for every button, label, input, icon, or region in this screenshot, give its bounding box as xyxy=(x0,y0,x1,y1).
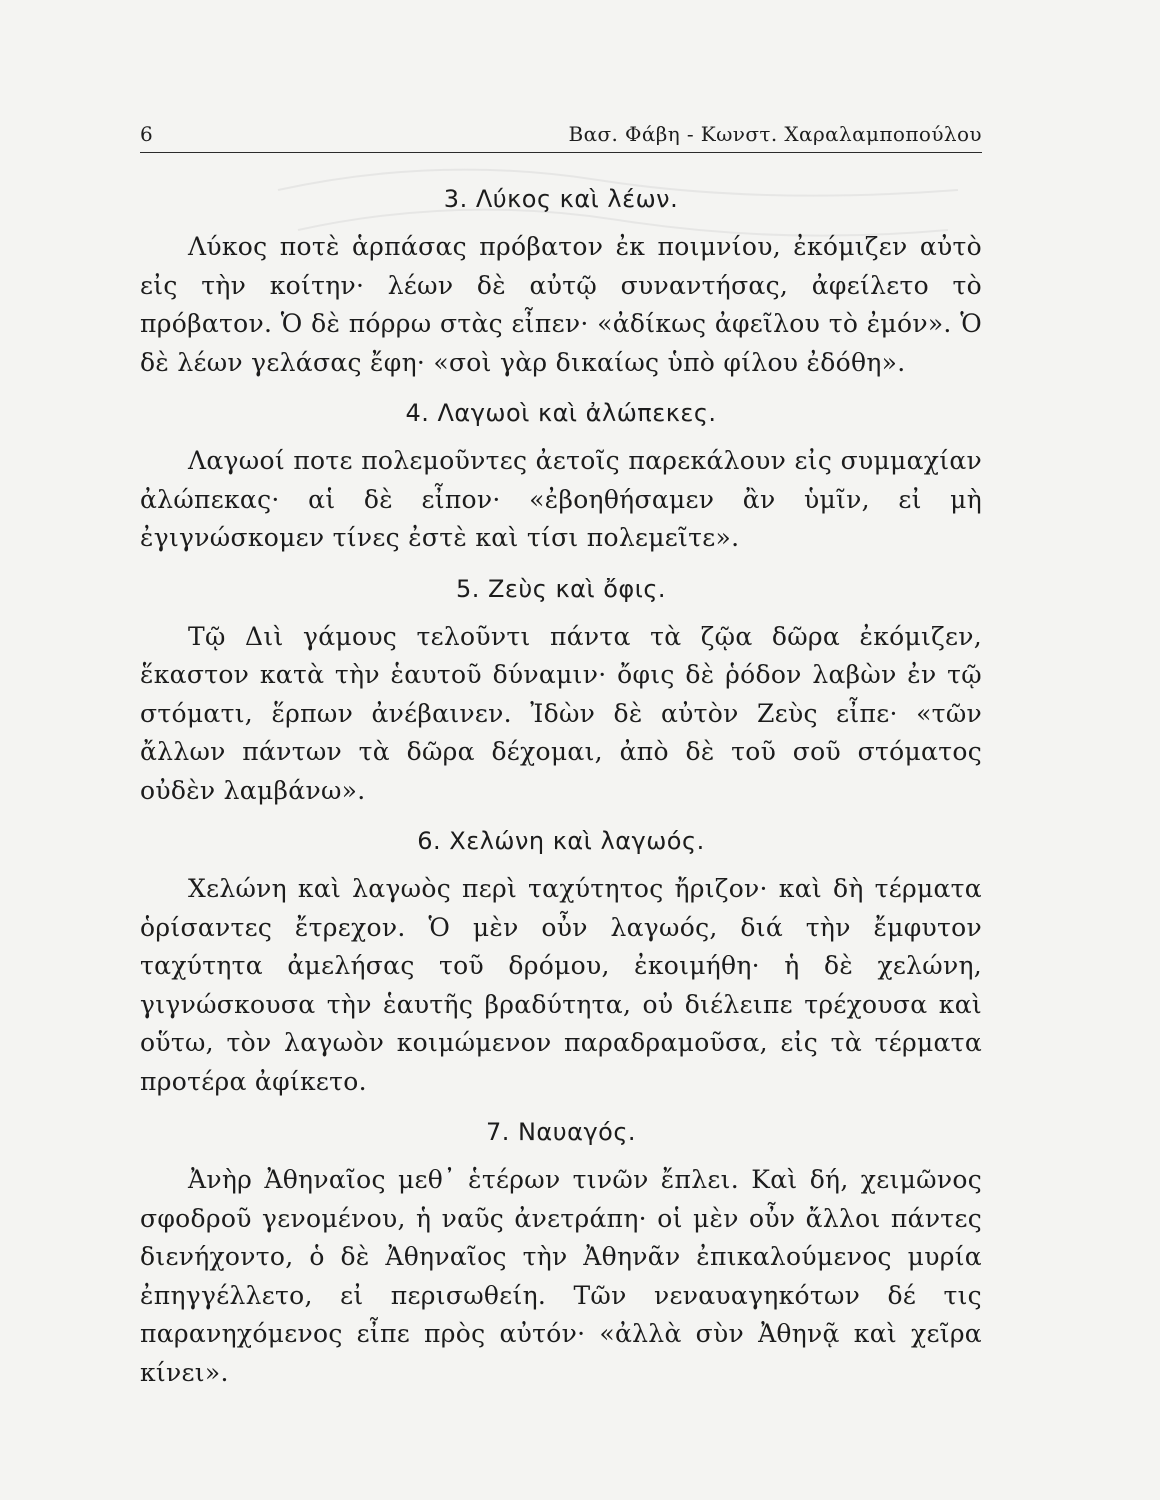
fable-section-4 xyxy=(140,396,982,558)
section-paragraph: Λαγωοί ποτε πολεμοῦντες ἀετοῖς παρεκάλουν εἰς συμμαχίαν ἀλώπεκας· αἱ δὲ εἶπον· «ἐβοηθήσαμεν ἂν ὑμῖν, εἰ μὴ ἐγιγνώσκομεν τίνες ἐστὲ καὶ τίσι πολεμεῖτε». xyxy=(140,446,982,552)
running-head: Βασ. Φάβη - Κωνστ. Χαραλαμποπούλου xyxy=(568,122,982,146)
page-content xyxy=(140,182,982,1406)
section-title: 6. Χελώνη καὶ λαγωός. xyxy=(417,827,705,855)
page-number: 6 xyxy=(140,122,153,146)
section-paragraph: Τῷ Διὶ γάμους τελοῦντι πάντα τὰ ζῷα δῶρα ἐκόμιζεν, ἕκαστον κατὰ τὴν ἑαυτοῦ δύναμιν· ὄφις δὲ ῥόδον λαβὼν ἐν τῷ στόματι, ἕρπων ἀνέβαινεν. Ἰδὼν δὲ αὐτὸν Ζεὺς εἶπε· «τῶν ἄλλων πάντων τὰ δῶρα δέχομαι, ἀπὸ δὲ τοῦ σοῦ στόματος οὐδὲν λαμβάνω». xyxy=(140,621,982,805)
section-title: 5. Ζεὺς καὶ ὄφις. xyxy=(455,574,667,603)
fable-section-5 xyxy=(140,572,982,811)
section-title: 7. Ναυαγός. xyxy=(485,1118,637,1146)
section-paragraph: Λύκος ποτὲ ἁρπάσας πρόβατον ἐκ ποιμνίου, ἐκόμιζεν αὐτὸ εἰς τὴν κοίτην· λέων δὲ αὐτῷ συναντήσας, ἀφείλετο τὸ πρόβατον. Ὁ δὲ πόρρω στὰς εἶπεν· «ἀδίκως ἀφεῖλου τὸ ἐμόν». Ὁ δὲ λέων γελάσας ἔφη· «σοὶ γὰρ δικαίως ὑπὸ φίλου ἐδόθη». xyxy=(140,232,982,377)
page-header xyxy=(140,118,982,153)
section-paragraph: Ἀνὴρ Ἀθηναῖος μεθ᾽ ἑτέρων τινῶν ἔπλει. Καὶ δή, χειμῶνος σφοδροῦ γενομένου, ἡ ναῦς ἀνετράπη· οἱ μὲν οὖν ἄλλοι πάντες διενήχοντο, ὁ δὲ Ἀθηναῖος τὴν Ἀθηνᾶν ἐπικαλούμενος μυρία ἐπηγγέλλετο, εἰ περισωθείη. Τῶν νεναυαγηκότων δέ τις παρανηχόμενος εἶπε πρὸς αὐτόν· «ἀλλὰ σὺν Ἀθηνᾷ καὶ χεῖρα κίνει». xyxy=(140,1165,982,1387)
section-title: 3. Λύκος καὶ λέων. xyxy=(443,185,679,213)
section-paragraph: Χελώνη καὶ λαγωὸς περὶ ταχύτητος ἤριζον· καὶ δὴ τέρματα ὁρίσαντες ἔτρεχον. Ὁ μὲν οὖν λαγωός, διά τὴν ἔμφυτον ταχύτητα ἀμελήσας τοῦ δρόμου, ἐκοιμήθη· ἡ δὲ χελώνη, γιγνώσκουσα τὴν ἑαυτῆς βραδύτητα, οὐ διέλειπε τρέχουσα καὶ οὕτω, τὸν λαγωὸν κοιμώμενον παραδραμοῦσα, εἰς τὰ τέρματα προτέρα ἀφίκετο. xyxy=(140,874,982,1096)
fable-section-7 xyxy=(140,1115,982,1392)
fable-section-6 xyxy=(140,824,982,1101)
fable-section-3 xyxy=(140,182,982,382)
section-title: 4. Λαγωοὶ καὶ ἀλώπεκες. xyxy=(405,399,717,427)
